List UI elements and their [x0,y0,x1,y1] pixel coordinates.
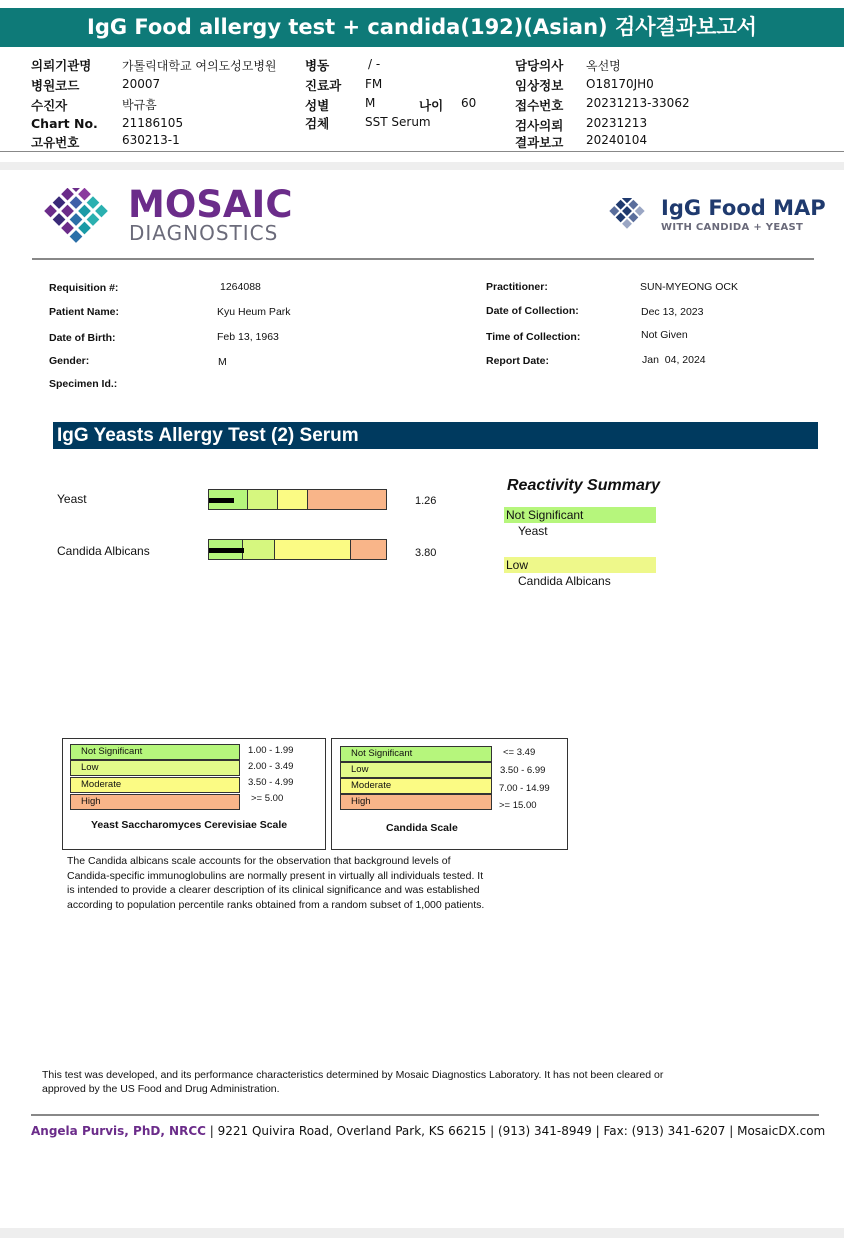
bar-segment-moderate [275,540,351,559]
result-date-label: 결과보고 [515,135,564,150]
scale-range: 3.50 - 4.99 [248,777,294,788]
result-name-candida: Candida Albicans [57,544,150,558]
accession-number: 20231213-33062 [586,96,690,110]
specimen-type: SST Serum [365,115,431,129]
accession-label: 접수번호 [515,98,564,113]
result-bar-yeast [208,489,387,510]
doctor-label: 담당의사 [515,58,564,73]
candida-scale-note [67,854,537,912]
note-line: Candida-specific immunoglobulins are normally present in virtually all individuals tested. It [67,869,484,882]
diagnostics-wordmark: DIAGNOSTICS [129,221,279,245]
ward-label: 병동 [305,58,330,73]
bar-segment-high [308,490,386,509]
hospital-code-label: 병원코드 [31,78,80,93]
result-name-yeast: Yeast [57,492,87,506]
mosaic-wordmark: MOSAIC [128,183,293,226]
sex-value: M [365,96,376,110]
collection-date-value: Dec 13, 2023 [641,306,704,318]
ward-value: / - [368,57,381,71]
request-date: 20231213 [586,116,648,130]
scale-range: <= 3.49 [503,747,536,758]
hospital-code: 20007 [122,77,161,91]
summary-item-candida: Candida Albicans [518,574,611,588]
report-date-label: Report Date: [486,355,550,367]
page-bottom-gap [0,1228,844,1238]
scale-range: >= 15.00 [499,800,537,811]
bar-segment-low [248,490,278,509]
patient-name-label: Patient Name: [49,306,120,318]
scale-range: 1.00 - 1.99 [248,745,294,756]
dob-label: Date of Birth: [49,332,116,344]
footer-address: | 9221 Quivira Road, Overland Park, KS 66215 | (913) 341-8949 | Fax: (913) 341-6207 | MosaicDX.com [205,1124,826,1138]
summary-title: Reactivity Summary [507,477,660,494]
mosaic-logo-mark-icon [32,188,120,244]
age-label: 나이 [419,98,444,113]
summary-group-not-significant: Not Significant [504,507,656,523]
specimen-type-label: 검체 [305,116,330,131]
unique-id: 630213-1 [122,133,180,147]
report-title: IgG Food allergy test + candida(192)(Asian) 검사결과보고서 [0,8,844,47]
requisition-value: 1264088 [220,281,261,293]
header-divider [0,151,844,152]
scale-row-moderate: Moderate [340,778,492,794]
bar-segment-high [351,540,386,559]
scale-range: >= 5.00 [251,793,284,804]
bar-segment-moderate [278,490,308,509]
footer-contact [31,1124,825,1138]
practitioner-label: Practitioner: [486,281,548,293]
hospital-name-label: 의뢰기관명 [31,58,92,73]
note-line: is intended to provide a clearer description of its clinical significance and was established [67,884,480,896]
requisition-label: Requisition #: [49,282,119,294]
note-line: according to population percentile ranks obtained from a random subset of 1,000 patients. [67,898,485,911]
disclaimer-line: This test was developed, and its performance characteristics determined by Mosaic Diagnostics Laboratory. It has not been cleared or [42,1069,664,1081]
gender-value: M [218,356,227,368]
fda-disclaimer [42,1068,802,1096]
chart-no-label: Chart No. [31,116,98,131]
scale-row-high: High [70,794,240,810]
scale-row-low: Low [70,760,240,776]
patient-name: Kyu Heum Park [217,306,291,318]
summary-group-low: Low [504,557,656,573]
scale-row-moderate: Moderate [70,777,240,793]
result-level-candida [209,548,244,553]
age-value: 60 [461,96,477,110]
scale-range: 2.00 - 3.49 [248,761,294,772]
scale-row-low: Low [340,762,492,778]
specimen-id-label: Specimen Id.: [49,378,118,390]
collection-time-label: Time of Collection: [486,331,581,343]
chart-no: 21186105 [122,116,184,130]
collection-time-value: Not Given [641,329,688,341]
footer-director: Angela Purvis, PhD, NRCC [31,1124,206,1138]
result-date: 20240104 [586,133,648,147]
scale-range: 7.00 - 14.99 [499,783,550,794]
igg-food-map-wordmark: IgG Food MAP [661,196,826,220]
result-value-yeast: 1.26 [415,495,437,507]
patient-label: 수진자 [31,98,68,113]
logo-divider [32,258,814,260]
clinical-info-label: 임상정보 [515,78,564,93]
department-value: FM [365,77,383,91]
sex-label: 성별 [305,98,330,113]
doctor-name: 옥선명 [586,59,621,73]
candida-scale-title: Candida Scale [386,822,458,834]
dob-value: Feb 13, 1963 [217,331,279,343]
collection-date-label: Date of Collection: [486,305,579,317]
hospital-name: 가톨릭대학교 여의도성모병원 [122,59,277,73]
clinical-info: O18170JH0 [586,77,654,91]
yeast-scale-title: Yeast Saccharomyces Cerevisiae Scale [91,819,288,831]
result-level-yeast [209,498,234,503]
unique-id-label: 고유번호 [31,135,80,150]
practitioner-value: SUN-MYEONG OCK [640,281,739,293]
scale-row-not-significant: Not Significant [340,746,492,762]
request-date-label: 검사의뢰 [515,118,564,133]
footer-divider [31,1114,819,1116]
department-label: 진료과 [305,78,342,93]
patient-name-kr: 박규흠 [122,98,157,112]
scale-range: 3.50 - 6.99 [500,765,546,776]
yeast-scale-box [62,738,326,850]
scale-row-not-significant: Not Significant [70,744,240,760]
note-line: The Candida albicans scale accounts for the observation that background levels of [67,855,451,867]
igg-logo-mark-icon [597,198,657,234]
candida-scale-box [331,738,568,850]
scale-row-high: High [340,794,492,810]
gender-label: Gender: [49,355,90,367]
section-title: IgG Yeasts Allergy Test (2) Serum [53,422,818,449]
igg-subtitle: WITH CANDIDA + YEAST [661,222,804,233]
bar-segment-low [243,540,275,559]
result-value-candida: 3.80 [415,547,437,559]
page-gap [0,162,844,170]
summary-item-yeast: Yeast [518,524,548,538]
disclaimer-line: approved by the US Food and Drug Administration. [42,1083,280,1095]
result-bar-candida [208,539,387,560]
report-date-value: Jan 04, 2024 [642,354,706,366]
